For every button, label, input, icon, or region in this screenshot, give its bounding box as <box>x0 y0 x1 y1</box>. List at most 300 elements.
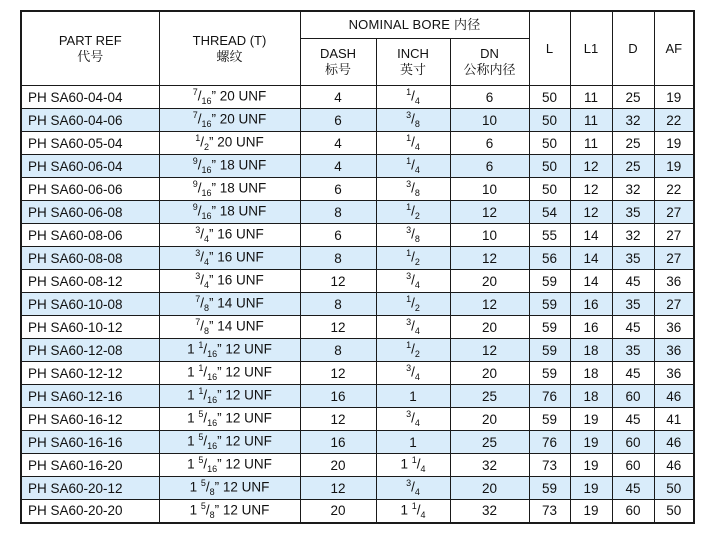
fraction-slash: / <box>411 134 415 150</box>
fraction-slash: / <box>203 387 208 403</box>
cell-af: 27 <box>654 293 694 316</box>
fraction-slash: / <box>203 364 208 380</box>
fraction-slash: / <box>200 318 204 334</box>
fraction-slash: / <box>411 249 415 265</box>
table-row <box>21 178 694 201</box>
thread-spec: ” 18 UNF <box>211 180 267 196</box>
cell-l1: 14 <box>570 270 612 293</box>
inch-numerator: 3 <box>406 317 412 328</box>
cell-dash: 12 <box>300 316 376 339</box>
cell-thread <box>159 178 300 201</box>
table-row <box>21 109 694 132</box>
cell-dn: 12 <box>450 293 529 316</box>
inch-whole: 1 <box>400 502 412 518</box>
cell-d: 35 <box>612 339 654 362</box>
cell-l: 50 <box>529 109 570 132</box>
cell-dn: 12 <box>450 339 529 362</box>
cell-part-ref: PH SA60-12-16 <box>21 385 159 408</box>
inch-numerator: 3 <box>406 478 412 489</box>
thread-denominator: 16 <box>201 165 212 176</box>
cell-l: 59 <box>529 362 570 385</box>
inch-numerator: 1 <box>406 156 412 167</box>
inch-denominator: 4 <box>414 418 420 429</box>
thread-numerator: 9 <box>192 202 198 213</box>
thread-spec: ” 18 UNF <box>211 203 267 219</box>
cell-inch <box>376 247 450 270</box>
fraction-slash: / <box>411 318 415 334</box>
cell-af: 46 <box>654 454 694 477</box>
inch-numerator: 1 <box>406 202 412 213</box>
thread-whole: 1 <box>189 479 201 495</box>
cell-l: 56 <box>529 247 570 270</box>
thread-spec: ” 20 UNF <box>211 88 267 104</box>
thread-numerator: 1 <box>198 363 204 374</box>
fraction-slash: / <box>411 272 415 288</box>
thread-numerator: 5 <box>198 455 204 466</box>
col-header-d: D <box>612 11 654 86</box>
col-header-af: AF <box>654 11 694 86</box>
fraction-slash: / <box>197 157 202 173</box>
thread-spec: ” 12 UNF <box>217 410 272 426</box>
cell-inch <box>376 155 450 178</box>
cell-af: 36 <box>654 339 694 362</box>
table-row <box>21 500 694 523</box>
cell-l1: 19 <box>570 454 612 477</box>
dash-zh-label: 标号 <box>324 62 351 77</box>
cell-thread <box>159 293 300 316</box>
cell-af: 22 <box>654 109 694 132</box>
nominal-bore-label: NOMINAL BORE 内径 <box>348 17 481 32</box>
cell-part-ref: PH SA60-12-08 <box>21 339 159 362</box>
cell-af: 36 <box>654 316 694 339</box>
table-row <box>21 201 694 224</box>
thread-spec: ” 12 UNF <box>217 341 272 357</box>
table-row <box>21 431 694 454</box>
cell-inch <box>376 500 450 523</box>
cell-inch <box>376 362 450 385</box>
inch-denominator: 2 <box>414 303 420 314</box>
fraction-slash: / <box>411 226 415 242</box>
thread-denominator: 8 <box>209 510 215 521</box>
cell-part-ref: PH SA60-10-12 <box>21 316 159 339</box>
cell-l: 50 <box>529 155 570 178</box>
cell-l1: 19 <box>570 477 612 500</box>
inch-denominator: 2 <box>414 257 420 268</box>
cell-l: 76 <box>529 431 570 454</box>
thread-denominator: 16 <box>207 349 218 360</box>
inch-numerator: 3 <box>406 409 412 420</box>
thread-numerator: 7 <box>195 294 201 305</box>
cell-dn: 12 <box>450 201 529 224</box>
table-row <box>21 224 694 247</box>
fraction-slash: / <box>205 502 210 518</box>
fraction-slash: / <box>200 272 204 288</box>
cell-thread <box>159 224 300 247</box>
inch-whole: 1 <box>400 456 412 472</box>
thread-numerator: 1 <box>195 133 201 144</box>
cell-l1: 18 <box>570 362 612 385</box>
cell-l1: 12 <box>570 178 612 201</box>
inch-numerator: 3 <box>406 271 412 282</box>
cell-inch <box>376 408 450 431</box>
inch-label: INCH <box>397 46 429 61</box>
cell-dash: 4 <box>300 155 376 178</box>
thread-label: THREAD (T) <box>192 32 267 48</box>
cell-part-ref: PH SA60-06-06 <box>21 178 159 201</box>
cell-l1: 12 <box>570 201 612 224</box>
cell-af: 22 <box>654 178 694 201</box>
table-row <box>21 385 694 408</box>
cell-thread <box>159 201 300 224</box>
cell-inch <box>376 316 450 339</box>
inch-denominator: 4 <box>414 142 420 153</box>
cell-l: 73 <box>529 454 570 477</box>
thread-denominator: 8 <box>204 326 210 337</box>
thread-denominator: 16 <box>201 96 212 107</box>
inch-denominator: 4 <box>414 96 420 107</box>
cell-inch <box>376 178 450 201</box>
dash-label: DASH <box>319 46 357 61</box>
col-header-dash <box>300 39 376 86</box>
thread-whole: 1 <box>187 456 199 472</box>
cell-dash: 8 <box>300 201 376 224</box>
inch-numerator: 3 <box>406 225 412 236</box>
cell-dn: 20 <box>450 316 529 339</box>
cell-dash: 6 <box>300 224 376 247</box>
cell-part-ref: PH SA60-10-08 <box>21 293 159 316</box>
cell-dn: 20 <box>450 408 529 431</box>
fraction-slash: / <box>197 111 202 127</box>
cell-thread <box>159 270 300 293</box>
cell-af: 50 <box>654 477 694 500</box>
thread-spec: ” 20 UNF <box>209 134 264 150</box>
fraction-slash: / <box>200 134 204 150</box>
cell-thread <box>159 500 300 523</box>
cell-l1: 18 <box>570 339 612 362</box>
cell-l: 73 <box>529 500 570 523</box>
col-header-thread <box>159 11 300 86</box>
part-ref-label: PART REF <box>58 32 122 48</box>
thread-spec: ” 12 UNF <box>217 387 272 403</box>
thread-denominator: 16 <box>207 418 218 429</box>
cell-af: 50 <box>654 500 694 523</box>
inch-denominator: 2 <box>414 349 420 360</box>
thread-numerator: 3 <box>195 271 201 282</box>
fraction-slash: / <box>200 295 204 311</box>
cell-l1: 16 <box>570 293 612 316</box>
fraction-slash: / <box>411 295 415 311</box>
cell-af: 46 <box>654 431 694 454</box>
table-body <box>21 86 694 523</box>
fraction-slash: / <box>411 364 415 380</box>
fraction-slash: / <box>205 479 210 495</box>
cell-af: 27 <box>654 224 694 247</box>
thread-numerator: 5 <box>200 478 206 489</box>
cell-af: 36 <box>654 270 694 293</box>
fraction-slash: / <box>197 180 202 196</box>
col-header-l1: L1 <box>570 11 612 86</box>
inch-denominator: 4 <box>414 165 420 176</box>
inch-denominator: 4 <box>420 464 426 475</box>
table-row <box>21 270 694 293</box>
cell-part-ref: PH SA60-12-12 <box>21 362 159 385</box>
cell-thread <box>159 385 300 408</box>
inch-numerator: 1 <box>406 294 412 305</box>
thread-whole: 1 <box>187 341 199 357</box>
table-header <box>21 11 694 86</box>
thread-numerator: 7 <box>195 317 201 328</box>
thread-denominator: 16 <box>207 395 218 406</box>
inch-numerator: 3 <box>406 110 412 121</box>
cell-part-ref: PH SA60-20-20 <box>21 500 159 523</box>
thread-denominator: 16 <box>207 372 218 383</box>
cell-thread <box>159 362 300 385</box>
cell-l: 59 <box>529 316 570 339</box>
cell-l1: 18 <box>570 385 612 408</box>
cell-dn: 20 <box>450 362 529 385</box>
inch-whole: 1 <box>409 434 417 450</box>
cell-d: 60 <box>612 385 654 408</box>
fraction-slash: / <box>203 410 208 426</box>
cell-l1: 11 <box>570 86 612 109</box>
cell-dash: 20 <box>300 500 376 523</box>
cell-af: 19 <box>654 132 694 155</box>
cell-thread <box>159 86 300 109</box>
cell-dash: 6 <box>300 109 376 132</box>
thread-numerator: 5 <box>198 409 204 420</box>
thread-denominator: 8 <box>209 487 215 498</box>
thread-spec: ” 12 UNF <box>214 502 270 518</box>
cell-l1: 19 <box>570 408 612 431</box>
table-row <box>21 362 694 385</box>
cell-d: 25 <box>612 132 654 155</box>
cell-dn: 6 <box>450 86 529 109</box>
cell-af: 36 <box>654 362 694 385</box>
cell-af: 27 <box>654 247 694 270</box>
cell-dash: 8 <box>300 293 376 316</box>
fraction-slash: / <box>197 203 202 219</box>
table-row <box>21 293 694 316</box>
cell-thread <box>159 132 300 155</box>
cell-dash: 16 <box>300 385 376 408</box>
fraction-slash: / <box>197 88 202 104</box>
fraction-slash: / <box>411 180 415 196</box>
inch-denominator: 8 <box>414 119 420 130</box>
cell-l1: 19 <box>570 500 612 523</box>
thread-zh-label: 螺纹 <box>216 48 243 64</box>
cell-l: 59 <box>529 477 570 500</box>
cell-d: 60 <box>612 454 654 477</box>
cell-d: 45 <box>612 270 654 293</box>
fraction-slash: / <box>411 88 415 104</box>
cell-thread <box>159 247 300 270</box>
cell-l1: 12 <box>570 155 612 178</box>
cell-l1: 11 <box>570 109 612 132</box>
thread-numerator: 9 <box>192 156 198 167</box>
inch-denominator: 4 <box>414 372 420 383</box>
table-row <box>21 155 694 178</box>
cell-d: 35 <box>612 247 654 270</box>
inch-zh-label: 英寸 <box>399 62 426 77</box>
inch-numerator: 1 <box>411 455 417 466</box>
cell-d: 25 <box>612 155 654 178</box>
cell-d: 32 <box>612 178 654 201</box>
cell-part-ref: PH SA60-20-12 <box>21 477 159 500</box>
cell-dn: 32 <box>450 454 529 477</box>
thread-numerator: 3 <box>195 225 201 236</box>
cell-af: 19 <box>654 86 694 109</box>
cell-dash: 8 <box>300 339 376 362</box>
cell-d: 35 <box>612 293 654 316</box>
cell-l1: 14 <box>570 224 612 247</box>
cell-thread <box>159 109 300 132</box>
cell-thread <box>159 477 300 500</box>
cell-l: 50 <box>529 132 570 155</box>
cell-l1: 14 <box>570 247 612 270</box>
cell-inch <box>376 201 450 224</box>
table-row <box>21 86 694 109</box>
thread-spec: ” 14 UNF <box>209 295 264 311</box>
thread-spec: ” 14 UNF <box>209 318 264 334</box>
cell-inch <box>376 86 450 109</box>
cell-dash: 12 <box>300 270 376 293</box>
fraction-slash: / <box>203 456 208 472</box>
cell-dn: 25 <box>450 431 529 454</box>
cell-l1: 19 <box>570 431 612 454</box>
cell-part-ref: PH SA60-08-06 <box>21 224 159 247</box>
cell-l: 76 <box>529 385 570 408</box>
cell-part-ref: PH SA60-16-16 <box>21 431 159 454</box>
cell-dash: 12 <box>300 477 376 500</box>
thread-spec: ” 12 UNF <box>214 479 270 495</box>
cell-part-ref: PH SA60-08-12 <box>21 270 159 293</box>
cell-af: 19 <box>654 155 694 178</box>
fraction-slash: / <box>411 341 415 357</box>
fraction-slash: / <box>411 157 415 173</box>
thread-numerator: 7 <box>192 110 198 121</box>
inch-denominator: 4 <box>414 487 420 498</box>
cell-d: 60 <box>612 500 654 523</box>
table-row <box>21 477 694 500</box>
cell-dn: 10 <box>450 109 529 132</box>
fraction-slash: / <box>203 433 208 449</box>
col-header-dn <box>450 39 529 86</box>
cell-inch <box>376 224 450 247</box>
cell-dash: 12 <box>300 408 376 431</box>
col-header-inch <box>376 39 450 86</box>
cell-part-ref: PH SA60-16-12 <box>21 408 159 431</box>
cell-thread <box>159 316 300 339</box>
thread-whole: 1 <box>189 502 201 518</box>
thread-spec: ” 12 UNF <box>217 433 272 449</box>
cell-dn: 32 <box>450 500 529 523</box>
thread-denominator: 4 <box>204 234 210 245</box>
fraction-slash: / <box>411 479 415 495</box>
cell-inch <box>376 431 450 454</box>
inch-denominator: 4 <box>414 280 420 291</box>
thread-denominator: 16 <box>201 188 212 199</box>
cell-part-ref: PH SA60-04-04 <box>21 86 159 109</box>
cell-dn: 10 <box>450 178 529 201</box>
cell-inch <box>376 132 450 155</box>
cell-inch <box>376 339 450 362</box>
cell-dn: 6 <box>450 155 529 178</box>
cell-d: 25 <box>612 86 654 109</box>
cell-dn: 20 <box>450 477 529 500</box>
inch-denominator: 8 <box>414 188 420 199</box>
cell-l1: 16 <box>570 316 612 339</box>
part-ref-zh-label: 代号 <box>77 48 104 64</box>
cell-inch <box>376 109 450 132</box>
thread-whole: 1 <box>187 387 199 403</box>
cell-inch <box>376 385 450 408</box>
cell-d: 45 <box>612 362 654 385</box>
cell-thread <box>159 339 300 362</box>
inch-denominator: 4 <box>414 326 420 337</box>
col-header-l: L <box>529 11 570 86</box>
thread-whole: 1 <box>187 364 199 380</box>
fraction-slash: / <box>200 249 204 265</box>
fraction-slash: / <box>416 502 421 518</box>
cell-dash: 4 <box>300 86 376 109</box>
inch-numerator: 1 <box>406 340 412 351</box>
thread-whole: 1 <box>187 410 199 426</box>
cell-dn: 10 <box>450 224 529 247</box>
cell-dash: 20 <box>300 454 376 477</box>
thread-spec: ” 16 UNF <box>209 272 264 288</box>
cell-l: 59 <box>529 293 570 316</box>
table-row <box>21 454 694 477</box>
cell-l: 59 <box>529 339 570 362</box>
inch-whole: 1 <box>409 388 417 404</box>
cell-thread <box>159 155 300 178</box>
thread-numerator: 7 <box>192 87 198 98</box>
thread-denominator: 4 <box>204 257 210 268</box>
col-header-part-ref <box>21 11 159 86</box>
fraction-slash: / <box>200 226 204 242</box>
inch-numerator: 1 <box>406 87 412 98</box>
fraction-slash: / <box>411 111 415 127</box>
cell-part-ref: PH SA60-16-20 <box>21 454 159 477</box>
thread-denominator: 4 <box>204 280 210 291</box>
cell-dash: 8 <box>300 247 376 270</box>
table-row <box>21 247 694 270</box>
thread-spec: ” 16 UNF <box>209 249 264 265</box>
cell-dash: 6 <box>300 178 376 201</box>
thread-denominator: 8 <box>204 303 210 314</box>
cell-dn: 25 <box>450 385 529 408</box>
cell-af: 27 <box>654 201 694 224</box>
cell-d: 45 <box>612 477 654 500</box>
thread-numerator: 1 <box>198 340 204 351</box>
cell-part-ref: PH SA60-04-06 <box>21 109 159 132</box>
cell-dash: 12 <box>300 362 376 385</box>
cell-thread <box>159 408 300 431</box>
inch-numerator: 3 <box>406 179 412 190</box>
inch-numerator: 1 <box>411 501 417 512</box>
fraction-slash: / <box>411 203 415 219</box>
cell-inch <box>376 454 450 477</box>
thread-numerator: 3 <box>195 248 201 259</box>
cell-d: 32 <box>612 224 654 247</box>
dn-label: DN <box>480 46 499 61</box>
col-header-nominal-bore <box>300 11 529 39</box>
cell-dash: 4 <box>300 132 376 155</box>
inch-denominator: 2 <box>414 211 420 222</box>
cell-thread <box>159 431 300 454</box>
thread-numerator: 5 <box>198 432 204 443</box>
cell-inch <box>376 270 450 293</box>
